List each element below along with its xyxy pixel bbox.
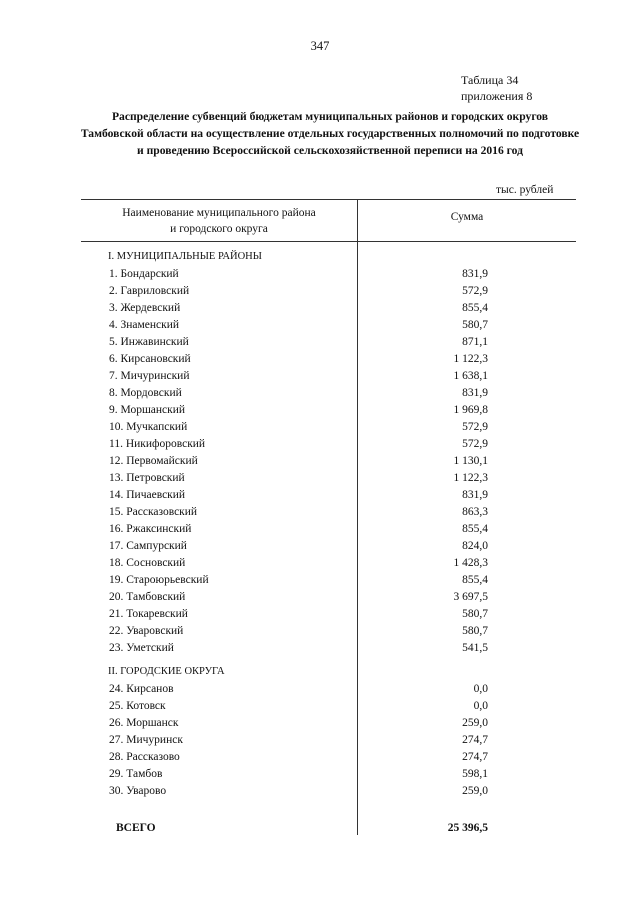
row-value: 871,1 [462,336,488,348]
table-label-line2: приложения 8 [461,89,533,103]
table-row [0,783,640,800]
row-value: 831,9 [462,489,488,501]
row-value: 1 122,3 [453,353,488,365]
table-row [0,470,640,487]
table-row [0,487,640,504]
row-name: 28. Рассказово [109,751,180,763]
table-row [0,698,640,715]
row-value: 274,7 [462,751,488,763]
row-name: 11. Никифоровский [109,438,206,450]
row-name: 24. Кирсанов [109,683,174,695]
table-row [0,606,640,623]
table-row [0,419,640,436]
table-row [0,640,640,657]
row-name: 9. Моршанский [109,404,186,416]
table-row [0,334,640,351]
row-value: 1 638,1 [453,370,488,382]
row-value: 259,0 [462,717,488,729]
row-name: 6. Кирсановский [109,353,191,365]
table-row [0,623,640,640]
row-name: 8. Мордовский [109,387,182,399]
row-value: 1 122,3 [453,472,488,484]
row-value: 1 130,1 [453,455,488,467]
row-name: 10. Мучкапский [109,421,188,433]
table-row [0,521,640,538]
table-row [0,453,640,470]
row-name: 27. Мичуринск [109,734,183,746]
row-value: 580,7 [462,625,488,637]
row-value: 824,0 [462,540,488,552]
document-title: Распределение субвенций бюджетам муниципальных районов и городских округов Тамбовской области на осуществление отдельных государственных полномочий по подготовке и проведению Всероссийской сельскохозяйственной переписи на 2016 год [80,110,580,157]
section-rows-districts [0,266,640,657]
table-row [0,300,640,317]
row-value: 259,0 [462,785,488,797]
table-label-line1: Таблица 34 [461,73,519,87]
row-name: 17. Сампурский [109,540,187,552]
table-row [0,749,640,766]
row-value: 0,0 [473,700,488,712]
row-name: 4. Знаменский [109,319,180,331]
row-value: 831,9 [462,268,488,280]
row-value: 580,7 [462,319,488,331]
table-body [0,248,640,800]
table-row [0,504,640,521]
row-name: 5. Инжавинский [109,336,189,348]
row-name: 13. Петровский [109,472,185,484]
row-name: 22. Уваровский [109,625,184,637]
row-value: 855,4 [462,523,488,535]
row-name: 2. Гавриловский [109,285,190,297]
row-value: 831,9 [462,387,488,399]
row-name: 18. Сосновский [109,557,186,569]
table-label [461,72,532,104]
table-row [0,402,640,419]
row-name: 7. Мичуринский [109,370,190,382]
row-value: 1 969,8 [453,404,488,416]
page-number: 347 [310,39,330,53]
row-name: 23. Уметский [109,642,174,654]
row-value: 3 697,5 [453,591,488,603]
row-value: 1 428,3 [453,557,488,569]
row-value: 541,5 [462,642,488,654]
total-row [0,820,640,837]
row-name: 21. Токаревский [109,608,188,620]
total-value: 25 396,5 [447,822,488,834]
table-row [0,317,640,334]
row-value: 863,3 [462,506,488,518]
row-value: 855,4 [462,574,488,586]
section-title: II. ГОРОДСКИЕ ОКРУГА [108,666,225,677]
column-header-name-line1: Наименование муниципального района [122,207,316,219]
row-name: 16. Ржаксинский [109,523,192,535]
row-name: 30. Уварово [109,785,167,797]
table-row [0,572,640,589]
section-rows-city-districts [0,681,640,800]
table-row [0,681,640,698]
row-name: 3. Жердевский [109,302,181,314]
row-name: 15. Рассказовский [109,506,198,518]
table-row [0,555,640,572]
table-row [0,436,640,453]
table-row [0,266,640,283]
column-header-name [81,205,357,237]
row-name: 1. Бондарский [109,268,179,280]
row-value: 572,9 [462,438,488,450]
row-name: 19. Староюрьевский [109,574,209,586]
table-row [0,732,640,749]
column-header-sum: Сумма [450,211,484,223]
table-row [0,283,640,300]
table-row [0,715,640,732]
table-row [0,368,640,385]
table-header-border [81,241,576,242]
table-row [0,385,640,402]
section-title: I. МУНИЦИПАЛЬНЫЕ РАЙОНЫ [108,251,262,262]
row-value: 855,4 [462,302,488,314]
unit-label: тыс. рублей [496,184,554,196]
section-header-districts [0,248,640,266]
row-name: 26. Моршанск [109,717,179,729]
section-header-city-districts [0,663,640,681]
table-row [0,538,640,555]
column-header-name-line2: и городского округа [170,223,268,235]
row-value: 0,0 [473,683,488,695]
total-label: ВСЕГО [116,822,156,834]
row-name: 20. Тамбовский [109,591,186,603]
table-top-border [81,199,576,200]
row-value: 572,9 [462,421,488,433]
row-name: 12. Первомайский [109,455,198,467]
table-row [0,766,640,783]
row-value: 580,7 [462,608,488,620]
row-value: 274,7 [462,734,488,746]
row-value: 598,1 [462,768,488,780]
row-name: 29. Тамбов [109,768,163,780]
row-value: 572,9 [462,285,488,297]
table-row [0,351,640,368]
row-name: 25. Котовск [109,700,166,712]
table-row [0,589,640,606]
row-name: 14. Пичаевский [109,489,186,501]
